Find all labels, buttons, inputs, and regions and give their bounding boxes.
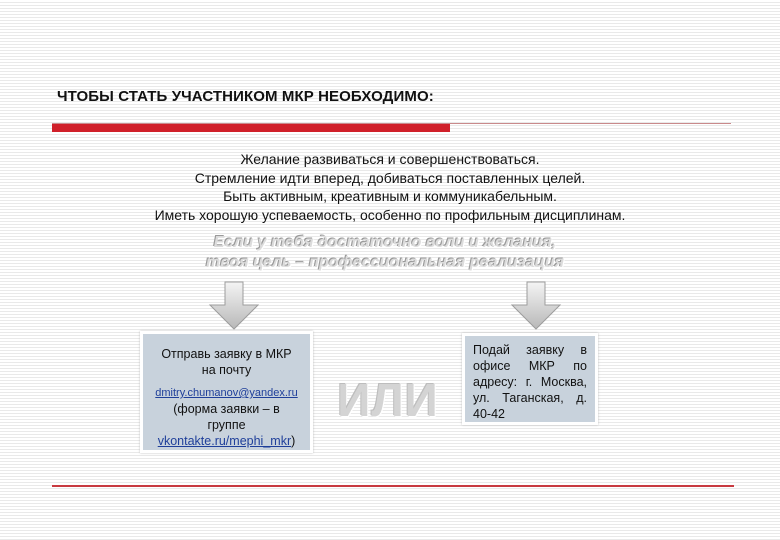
or-label: ИЛИ <box>337 374 439 426</box>
motto-line: Если у тебя достаточно воли и желания, <box>213 234 557 251</box>
email-link[interactable]: dmitry.chumanov@yandex.ru <box>155 387 298 399</box>
requirement-item: Стремление идти вперед, добиваться поставленных целей. <box>194 169 586 186</box>
page-title: ЧТОБЫ СТАТЬ УЧАСТНИКОМ МКР НЕОБХОДИМО: <box>57 88 434 105</box>
header-divider-accent <box>52 124 450 132</box>
closing-paren: ) <box>291 434 296 448</box>
requirements-list <box>100 150 680 224</box>
email-application-box <box>140 331 313 453</box>
office-box-text: Подай заявку в офисе МКР по адресу: г. Москва, ул. Таганская, д. 40-42 <box>473 343 587 421</box>
motto-line: твоя цель – профессиональная реализация <box>205 254 565 271</box>
requirement-item: Быть активным, креативным и коммуникабельным. <box>223 188 557 204</box>
vk-group-link[interactable]: vkontakte.ru/mephi_mkr <box>157 434 292 448</box>
motto <box>80 233 690 273</box>
email-box-text: на почту <box>201 363 252 377</box>
footer-divider <box>52 485 734 487</box>
office-application-box <box>462 333 598 425</box>
down-arrow-icon <box>208 281 260 331</box>
requirement-item: Желание развиваться и совершенствоваться. <box>240 151 540 167</box>
down-arrow-icon <box>510 281 562 331</box>
requirement-item: Иметь хорошую успеваемость, особенно по профильным дисциплинам. <box>154 206 626 223</box>
email-box-text: Отправь заявку в МКР <box>161 347 292 361</box>
email-box-text: (форма заявки – в <box>173 402 280 416</box>
email-box-text: группе <box>207 418 246 432</box>
